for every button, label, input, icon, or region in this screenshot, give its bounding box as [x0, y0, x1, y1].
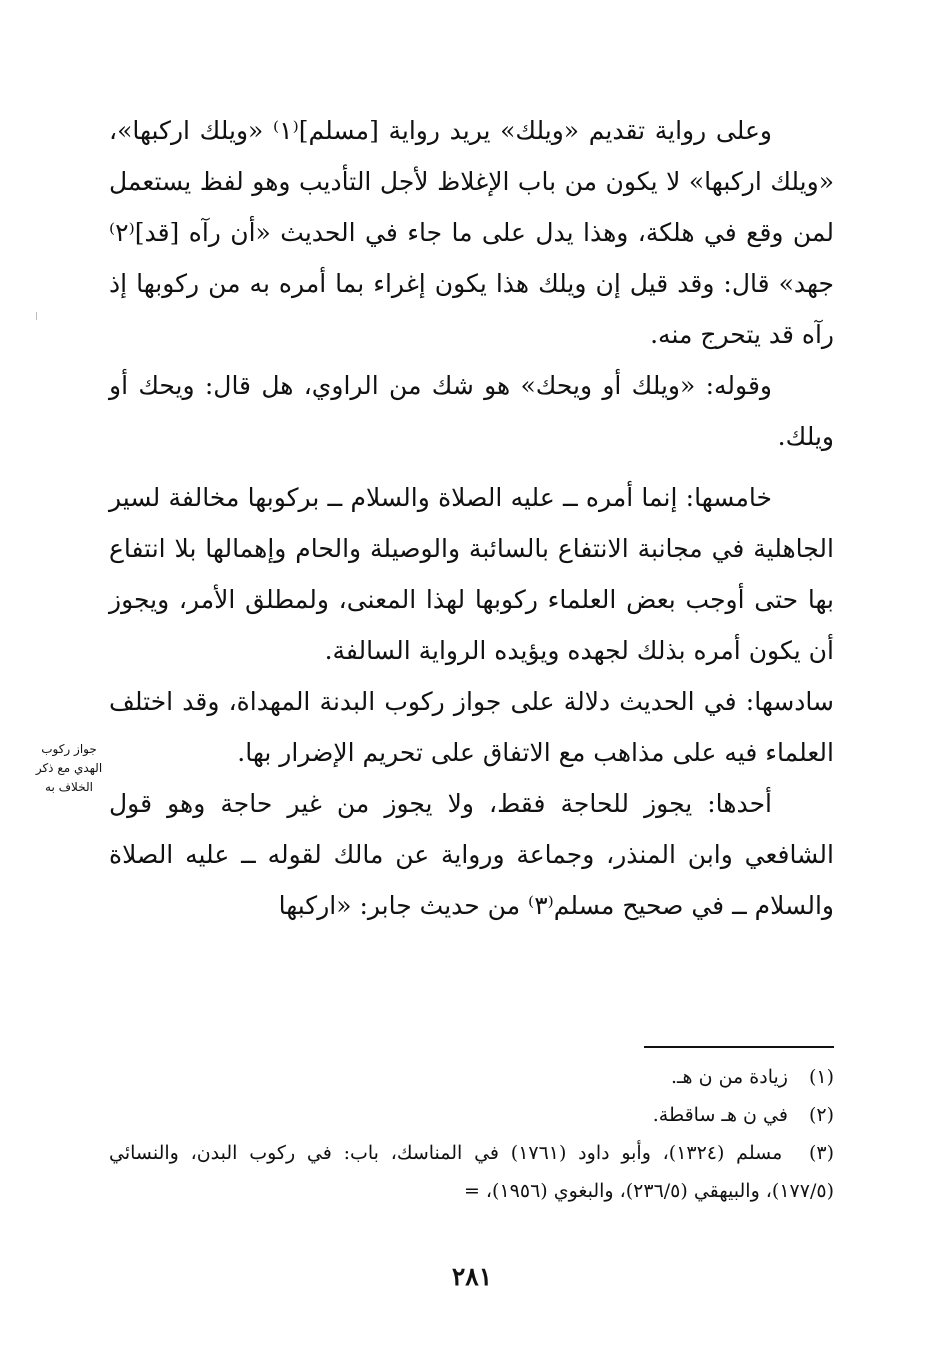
- paragraph-1: وعلى رواية تقديم «ويلك» يريد رواية [مسلم]⁽١⁾ «ويلك اركبها»، «ويلك اركبها» لا يكون من باب الإغلاظ لأجل التأديب وهو لفظ يستعمل لمن وقع في هلكة، وهذا يدل على ما جاء في الحديث «أن رآه [قد]⁽٢⁾ جهد» قال: وقد قيل إن ويلك هذا يكون إغراء بما أمره به من ركوبها إذ رآه قد يتحرج منه.: [109, 116, 834, 349]
- margin-note-line-3: الخلاف به: [45, 780, 93, 794]
- scan-mark: [36, 312, 37, 320]
- footnote-text: مسلم (١٣٢٤)، وأبو داود (١٧٦١) في المناسك، باب: في ركوب البدن، والنسائي (١٧٧/٥)، والبيهقي (٢٣٦/٥)، والبغوي (١٩٥٦)، =: [109, 1142, 834, 1202]
- footnote-divider: [644, 1046, 834, 1048]
- footnote-text: زيادة من ن هـ.: [670, 1066, 788, 1088]
- footnote-number: (١): [808, 1066, 834, 1088]
- page-number: ٢٨١: [451, 1262, 493, 1291]
- margin-note-line-1: جواز ركوب: [41, 742, 97, 756]
- paragraph-2: وقوله: «ويلك أو ويحك» هو شك من الراوي، هل قال: ويحك أو ويلك.: [109, 371, 834, 451]
- paragraph-5: أحدها: يجوز للحاجة فقط، ولا يجوز من غير حاجة وهو قول الشافعي وابن المنذر، وجماعة ورواية عن مالك لقوله ــ عليه الصلاة والسلام ــ في صحيح مسلم⁽٣⁾ من حديث جابر: «اركبها: [109, 789, 834, 920]
- margin-note-line-2: الهدي مع ذكر: [35, 761, 103, 775]
- paragraph-3: خامسها: إنما أمره ــ عليه الصلاة والسلام ــ بركوبها مخالفة لسير الجاهلية في مجانبة الانتفاع بالسائبة والوصيلة والحام وإهمالها بلا انتفاع بها حتى أوجب بعض العلماء ركوبها لهذا المعنى، ولمطلق الأمر، ويجوز أن يكون أمره بذلك لجهده ويؤيده الرواية السالفة.: [109, 483, 834, 665]
- footnote-3: [109, 1134, 834, 1210]
- footnote-number: (٢): [808, 1104, 834, 1126]
- paragraph-4: سادسها: في الحديث دلالة على جواز ركوب البدنة المهداة، وقد اختلف العلماء فيه على مذاهب مع الاتفاق على تحريم الإضرار بها.: [109, 687, 834, 767]
- margin-note: [4, 740, 134, 797]
- main-text: [109, 105, 834, 931]
- footnotes: [109, 1058, 834, 1210]
- footnote-number: (٣): [808, 1142, 835, 1164]
- footnote-2: [109, 1096, 834, 1134]
- footnote-1: [109, 1058, 834, 1096]
- footnote-text: في ن هـ ساقطة.: [652, 1104, 788, 1126]
